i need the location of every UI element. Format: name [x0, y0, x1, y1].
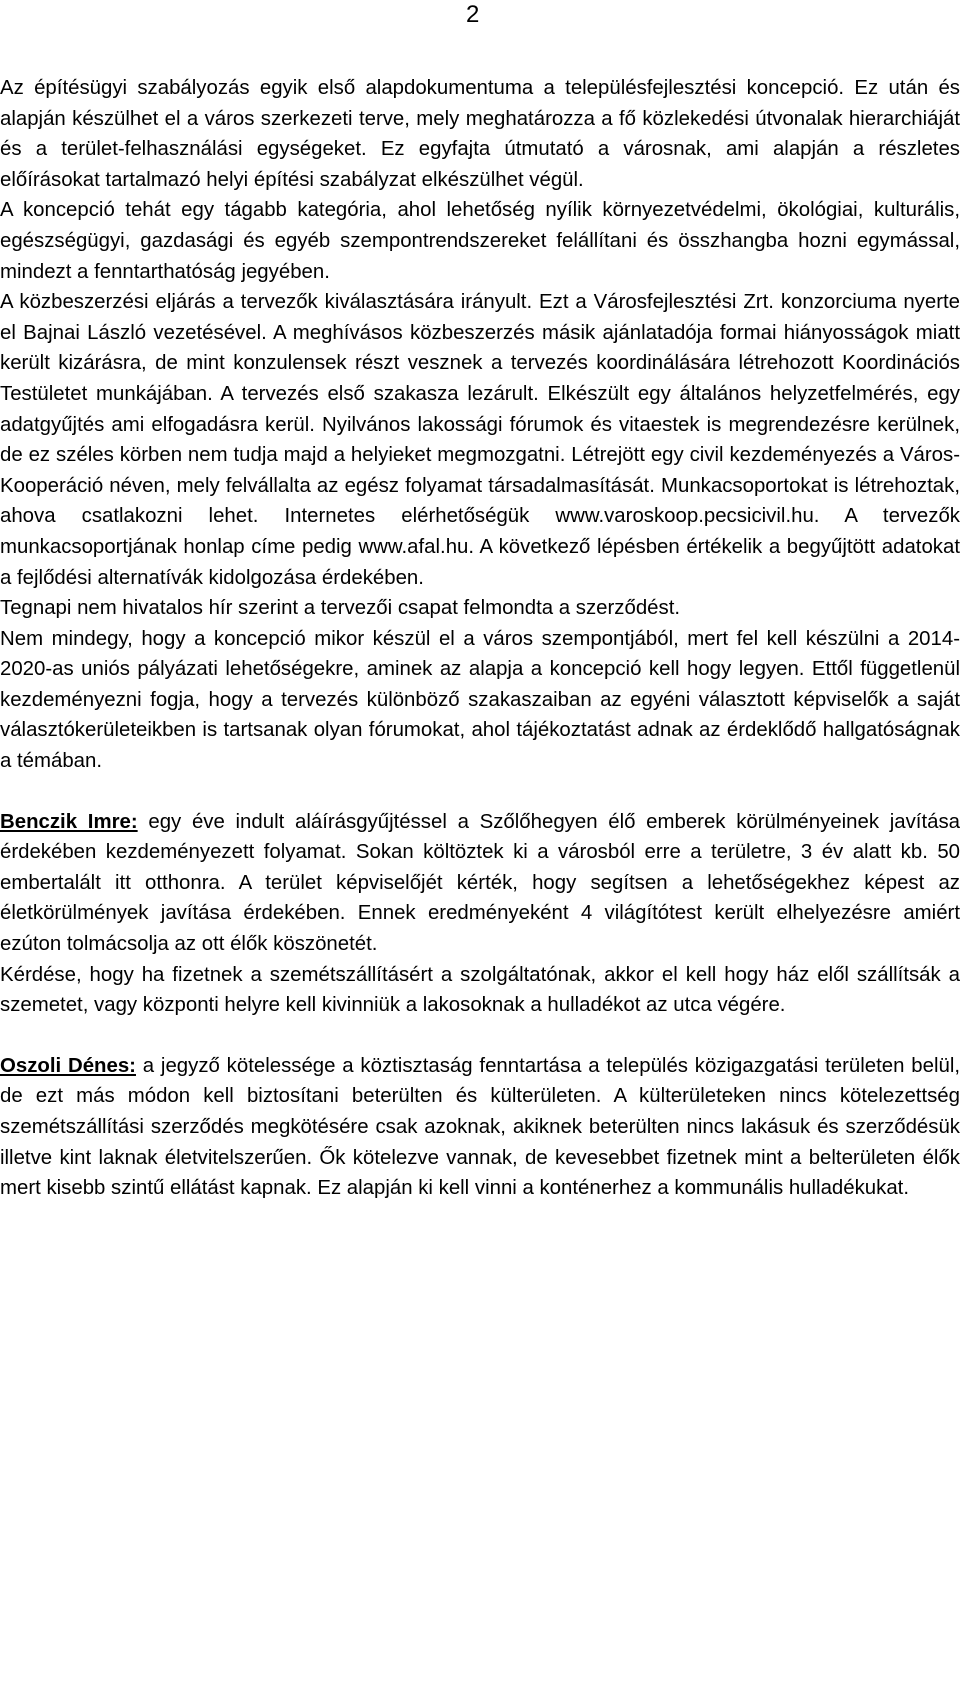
speaker-oszoli-paragraph	[0, 1051, 960, 1204]
paragraph-gap	[0, 1021, 960, 1051]
paragraph-timing: Nem mindegy, hogy a koncepció mikor készül el a város szempontjából, mert fel kell készülni a 2014-2020-as uniós pályázati lehetőségekre, aminek az alapja a koncepció kell hogy legyen. Ettől függetlenül kezdeményezni fogja, hogy a tervezés különböző szakaszaiban az egyéni választott képviselők a saját választókerületeikben is tartsanak olyan fórumokat, ahol tájékoztatást adnak az érdeklődő hallgatóságnak a témában.	[0, 627, 960, 773]
paragraph-concept: A koncepció tehát egy tágabb kategória, ahol lehetőség nyílik környezetvédelmi, ökológiai, kulturális, egészségügyi, gazdasági és egyéb szempontrendszereket felállítani és összhangba hozni egymással, mindezt a fenntarthatóság jegyében.	[0, 199, 960, 283]
speaker-name-benczik: Benczik Imre:	[0, 810, 138, 833]
paragraph-procurement: A közbeszerzési eljárás a tervezők kiválasztására irányult. Ezt a Városfejlesztési Zrt. konzorciuma nyerte el Bajnai László vezetésével. A meghívásos közbeszerzés másik ajánlatadója formai hiányosságok miatt került kizárásra, de mint konzulensek részt vesznek a tervezés koordinálására létrehozott Koordinációs Testületet munkájában. A tervezés első szakasza lezárult. Elkészült egy általános helyzetfelmérés, egy adatgyűjtés ami elfogadásra kerül. Nyilvános lakossági fórumok és vitaestek is megrendezésre kerülnek, de ez széles körben nem tudja majd a helyieket megmozgatni. Létrejött egy civil kezdeményezés a Város-Kooperáció néven, mely felvállalta az egész folyamat társadalmasítását. Munkacsoportokat is létrehoztak, ahova csatlakozni lehet. Internetes elérhetőségük www.varoskoop.pecsicivil.hu. A tervezők munkacsoportjának honlap címe pedig www.afal.hu. A következő lépésben értékelik a begyűjtött adatokat a fejlődési alternatívák kidolgozása érdekében.	[0, 291, 960, 589]
document-body	[0, 73, 960, 1204]
speaker-name-oszoli: Oszoli Dénes:	[0, 1054, 136, 1077]
paragraph-gap	[0, 777, 960, 807]
speaker-text-benczik: egy éve indult aláírásgyűjtéssel a Szőlőhegyen élő emberek körülményeinek javítása érdekében kezdeményezett folyamat. Sokan költöztek ki a városból erre a területre, 3 év alatt kb. 50 embertalált itt otthonra. A terület képviselőjét kérték, hogy segítsen a lehetőségekhez képest az életkörülmények javítása érdekében. Ennek eredményeként 4 világítótest került elhelyezésre amiért ezúton tolmácsolja az ott élők köszönetét.	[0, 810, 960, 956]
speaker-benczik-question: Kérdése, hogy ha fizetnek a szemétszállításért a szolgáltatónak, akkor el kell hogy ház elől szállítsák a szemetet, vagy központi helyre kell kivinniük a lakosoknak a hulladékot az utca végére.	[0, 963, 960, 1017]
speaker-text-oszoli: a jegyző kötelessége a köztisztaság fenntartása a település közigazgatási területen belül, de ezt más módon kell biztosítani beterülten és külterületen. A külterületeken nincs kötelezettség szemétszállítási szerződés megkötésére csak azoknak, akiknek beterülten nincs lakásuk és szerződésük illetve kint laknak életvitelszerűen. Ők kötelezve vannak, de kevesebbet fizetnek mint a belterületen élők mert kisebb szintű ellátást kapnak. Ez alapján ki kell vinni a konténerhez a kommunális hulladékukat.	[0, 1054, 960, 1200]
paragraph-intro: Az építésügyi szabályozás egyik első alapdokumentuma a településfejlesztési koncepció. Ez után és alapján készülhet el a város szerkezeti terve, mely meghatározza a fő közlekedési útvonalak hierarchiáját és a terület-felhasználási egységeket. Ez egyfajta útmutató a városnak, ami alapján a részletes előírásokat tartalmazó helyi építési szabályzat elkészülhet végül.	[0, 77, 960, 191]
speaker-benczik-paragraph	[0, 807, 960, 960]
page-number: 2	[466, 1, 480, 28]
paragraph-news: Tegnapi nem hivatalos hír szerint a tervezői csapat felmondta a szerződést.	[0, 597, 681, 620]
